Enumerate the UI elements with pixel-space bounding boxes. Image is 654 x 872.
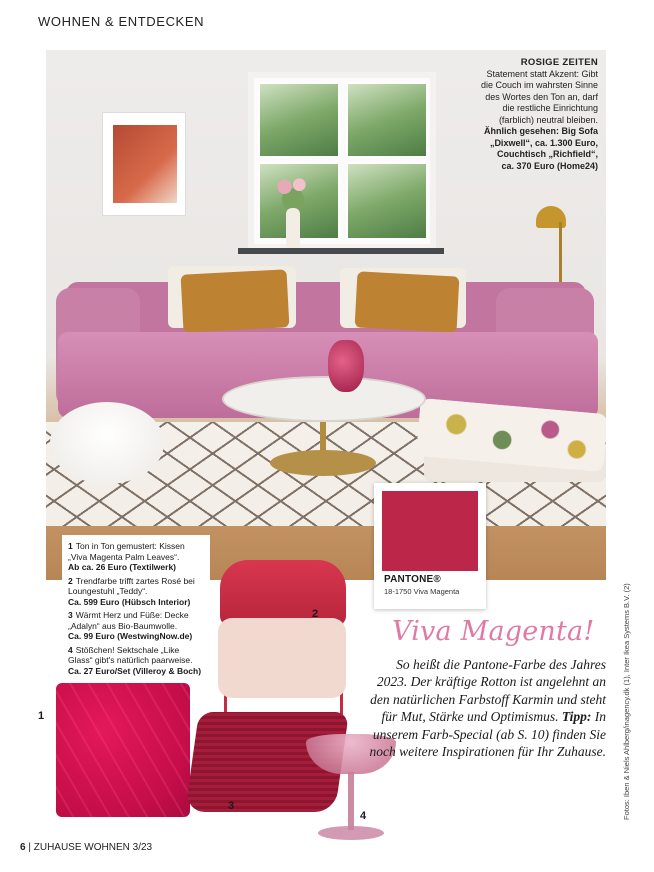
caption-bold-line: Ähnlich gesehen: Big Sofa <box>483 126 598 136</box>
product-number: 2 <box>312 608 319 620</box>
lounge-chair <box>220 560 346 626</box>
caption-line: des Wortes den Ton an, darf <box>485 91 598 102</box>
list-item: 1 Ton in Ton gemustert: Kissen „Viva Magenta Palm Leaves“. Ab ca. 26 Euro (Textilwerk) <box>68 541 204 573</box>
product-number: 1 <box>38 710 45 722</box>
list-price: Ca. 27 Euro/Set (Villeroy & Boch) <box>68 665 202 676</box>
list-price: Ca. 99 Euro (WestwingNow.de) <box>68 631 193 641</box>
magazine-name: ZUHAUSE WOHNEN <box>33 842 130 853</box>
headline: Viva Magenta! <box>392 616 595 647</box>
body-copy: So heißt die Pantone-Farbe des Jahres 2023. Der kräftige Rotton ist angelehnt an den natürlichen Farbstoff Karmin und steht für Mut, Stärke und Optimismus. <box>370 657 606 725</box>
caption-line: die Couch im wahrsten Sinne <box>480 80 598 90</box>
ottoman <box>50 402 164 484</box>
page-footer <box>20 842 152 853</box>
caption-title: ROSIGE ZEITEN <box>520 57 598 68</box>
product-number: 3 <box>228 800 235 812</box>
list-item: 4 Stößchen! Sektschale „Like Glass“ gibt's natürlich paarweise. Ca. 27 Euro/Set (Villeroy & Boch) <box>68 645 204 677</box>
caption-line: Statement statt Akzent: Gibt <box>486 68 598 79</box>
footer-separator: | <box>28 842 31 853</box>
caption-line: die restliche Einrichtung <box>502 103 598 113</box>
section-label: WOHNEN & ENTDECKEN <box>38 14 205 29</box>
caption-bold-line: „Dixwell“, ca. 1.300 Euro, <box>489 137 598 148</box>
photo-credit: Fotos: Iben & Niels Ahlberg/inagency.dk (1), Inter Ikea Systems B.V. (2) <box>622 583 631 820</box>
list-price: Ab ca. 26 Euro (Textilwerk) <box>68 562 177 572</box>
body-text <box>366 656 606 760</box>
list-item: 3 Wärmt Herz und Füße: Decke „Adalyn“ aus Bio-Baumwolle. Ca. 99 Euro (WestwingNow.de) <box>68 610 204 642</box>
pantone-chip <box>374 483 486 609</box>
pantone-code: 18-1750 Viva Magenta <box>384 587 460 596</box>
product-number: 4 <box>360 810 367 822</box>
caption-bold-line: Couchtisch „Richfield“, <box>496 149 598 159</box>
pantone-brand: PANTONE® <box>384 574 441 585</box>
magenta-cushion <box>56 683 190 817</box>
caption-bold-line: ca. 370 Euro (Home24) <box>501 160 598 171</box>
magenta-vase <box>328 340 364 392</box>
pantone-swatch <box>382 491 478 571</box>
caption-line: (farblich) neutral bleiben. <box>498 114 598 125</box>
photo-caption <box>378 57 598 172</box>
wall-art <box>102 112 186 216</box>
lounge-chair-seat <box>218 618 346 698</box>
product-list <box>62 535 210 685</box>
coffee-table <box>222 376 426 422</box>
tipp-label: Tipp: <box>561 709 592 725</box>
page-number: 6 <box>20 842 26 853</box>
list-item: 2 Trendfarbe trifft zartes Rosé bei Loungestuhl „Teddy“. Ca. 599 Euro (Hübsch Interior) <box>68 576 204 608</box>
tipp-text: In unserem Farb-Special (ab S. 10) finden Sie noch weitere Inspirationen für Ihr Zuhause. <box>369 709 606 760</box>
list-price: Ca. 599 Euro (Hübsch Interior) <box>68 596 191 607</box>
issue-number: 3/23 <box>132 842 153 853</box>
